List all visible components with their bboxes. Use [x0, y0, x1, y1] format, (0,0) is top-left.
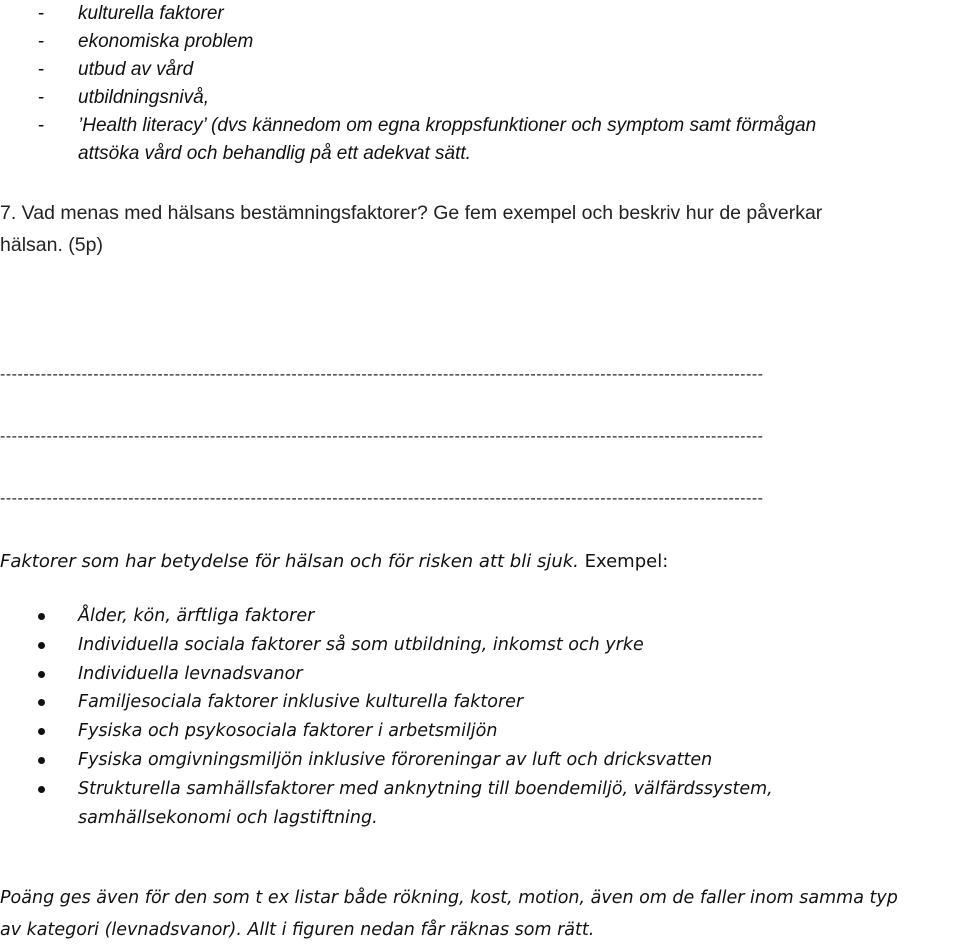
bullet-text: Individuella levnadsvanor	[78, 663, 303, 684]
list-item	[0, 717, 960, 746]
list-item-text: utbud av vård	[78, 59, 194, 80]
bullet-text: Individuella sociala faktorer så som utbildning, inkomst och yrke	[78, 634, 644, 655]
list-item-text: ekonomiska problem	[78, 31, 254, 52]
example-label: Exempel:	[584, 551, 669, 572]
bullet-text: Ålder, kön, ärftliga faktorer	[78, 606, 315, 626]
bullet-icon	[38, 613, 45, 620]
question-line-1: 7. Vad menas med hälsans bestämningsfaktorer? Ge fem exempel och beskriv hur de påverkar	[0, 202, 823, 224]
note-line-1: Poäng ges även för den som t ex listar både rökning, kost, motion, även om de faller inom samma typ	[0, 888, 898, 908]
answer-line: -----------------------------------------------------------------------------------------------------------------------------------	[0, 428, 764, 445]
list-item-continuation: attsöka vård och behandlig på ett adekvat sätt.	[78, 143, 471, 164]
list-item	[0, 746, 960, 775]
list-item	[0, 660, 960, 689]
bullet-text: Familjesociala faktorer inklusive kulturella faktorer	[78, 692, 524, 713]
bullet-continuation: samhällsekonomi och lagstiftning.	[78, 807, 378, 828]
list-dash: -	[38, 31, 45, 52]
list-dash: -	[38, 3, 45, 24]
bullet-text: Strukturella samhällsfaktorer med anknytning till boendemiljö, välfärdssystem,	[78, 778, 773, 799]
list-item	[38, 28, 958, 56]
question-line-2: hälsan. (5p)	[0, 234, 103, 256]
list-item	[0, 688, 960, 717]
answer-intro-text: Faktorer som har betydelse för hälsan och för risken att bli sjuk.	[0, 551, 579, 572]
bullet-icon	[38, 699, 45, 706]
list-item	[38, 112, 958, 168]
list-item-text: ’Health literacy’ (dvs kännedom om egna kroppsfunktioner och symptom samt förmågan	[78, 115, 817, 136]
list-item	[0, 631, 960, 660]
factor-bullet-list	[0, 602, 960, 832]
list-item	[38, 84, 958, 112]
list-dash: -	[38, 59, 45, 80]
answer-intro	[0, 548, 668, 576]
list-item-text: utbildningsnivå,	[78, 87, 209, 108]
note-line-2: av kategori (levnadsvanor). Allt i figuren nedan får räknas som rätt.	[0, 920, 595, 940]
top-dash-list	[38, 0, 958, 168]
bullet-icon	[38, 728, 45, 735]
list-item	[0, 602, 960, 631]
list-dash: -	[38, 87, 45, 108]
bullet-text: Fysiska omgivningsmiljön inklusive föroreningar av luft och dricksvatten	[78, 749, 713, 770]
answer-line: -----------------------------------------------------------------------------------------------------------------------------------	[0, 490, 764, 507]
bullet-icon	[38, 642, 45, 649]
bullet-icon	[38, 757, 45, 764]
list-item	[0, 775, 960, 833]
grading-note	[0, 882, 960, 946]
question-7	[0, 197, 960, 261]
bullet-text: Fysiska och psykosociala faktorer i arbetsmiljön	[78, 721, 498, 742]
list-item	[38, 56, 958, 84]
list-item	[38, 0, 958, 28]
bullet-icon	[38, 786, 45, 793]
answer-line: -----------------------------------------------------------------------------------------------------------------------------------	[0, 366, 764, 383]
list-dash: -	[38, 115, 45, 136]
list-item-text: kulturella faktorer	[78, 3, 224, 24]
bullet-icon	[38, 671, 45, 678]
